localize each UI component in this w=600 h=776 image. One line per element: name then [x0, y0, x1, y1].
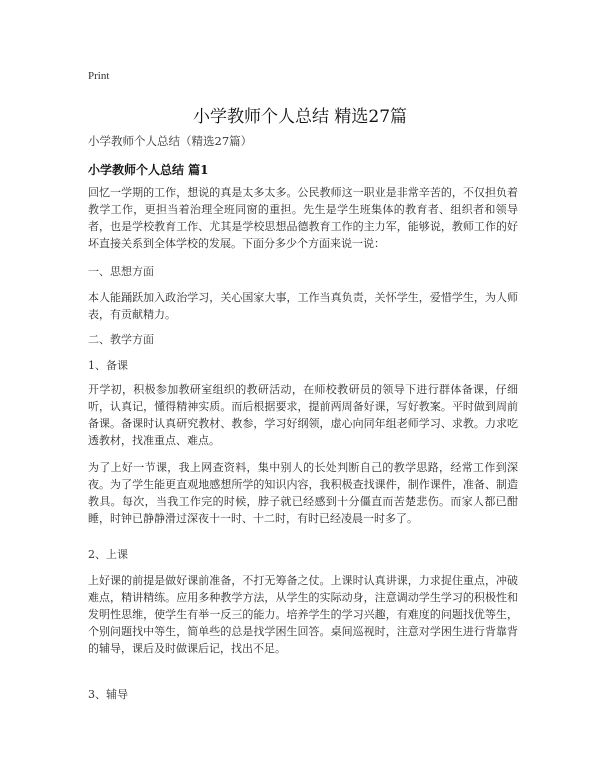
teaching-heading: 二、教学方面: [88, 333, 154, 346]
document-title: 小学教师个人总结 精选27篇: [192, 107, 408, 127]
prep-paragraph-1: 开学初，积极参加教研室组织的教研活动，在师校教研员的领导下进行群体备课，仔细听，认真记，懂得精神实质。而后根据要求，提前两周备好课，写好教案。平时做到周前备课。备课时认真研究教材、教参，学习好纲领，虚心向同年组老师学习、求教。力求吃透教材，找准重点、难点。: [88, 383, 518, 447]
thought-heading: 一、思想方面: [88, 265, 154, 278]
prep-heading: 1、备课: [88, 359, 128, 372]
prep-paragraph-2: 为了上好一节课，我上网查资料，集中别人的长处判断自己的教学思路，经常工作到深夜。为了学生能更直观地感想所学的知识内容，我积极查找课件，制作课件，准备、制造教具。每次，当我工作完的时候，脖子就已经感到十分僵直而苦楚悲伤。而家人都已酣睡，时钟已静静滑过深夜十一时、十二时，有时已经凌晨一时多了。: [88, 461, 518, 525]
intro-paragraph: 回忆一学期的工作，想说的真是太多太多。公民教师这一职业是非常辛苦的，不仅担负着教学工作，更担当着治理全班同窗的重担。先生是学生班集体的教育者、组织者和领导者，也是学校教育工作、尤其是学校思想品德教育工作的主力军，能够说，教师工作的好坏直接关系到全体学校的发展。下面分多少个方面来说一说：: [88, 186, 518, 250]
class-heading: 2、上课: [88, 548, 128, 561]
print-link[interactable]: Print: [88, 70, 110, 82]
class-paragraph: 上好课的前提是做好课前准备，不打无筹备之仗。上课时认真讲课，力求捉住重点，冲破难点，精讲精练。应用多种教学方法，从学生的实际动身，注意调动学生学习的积极性和发明性思维，使学生有举一反三的能力。培养学生的学习兴趣，有难度的问题找优等生，个别问题找中等生，简单些的总是找学困生回答。桌间巡视时，注意对学困生进行背靠背的辅导，课后及时做课后记，找出不足。: [88, 574, 518, 655]
thought-paragraph: 本人能踊跃加入政治学习，关心国家大事，工作当真负责，关怀学生，爱惜学生，为人师表，有贡献精力。: [88, 291, 518, 321]
document-subtitle: 小学教师个人总结（精选27篇）: [88, 134, 253, 148]
tutor-heading: 3、辅导: [88, 688, 128, 701]
section-heading: 小学教师个人总结 篇1: [88, 163, 209, 177]
